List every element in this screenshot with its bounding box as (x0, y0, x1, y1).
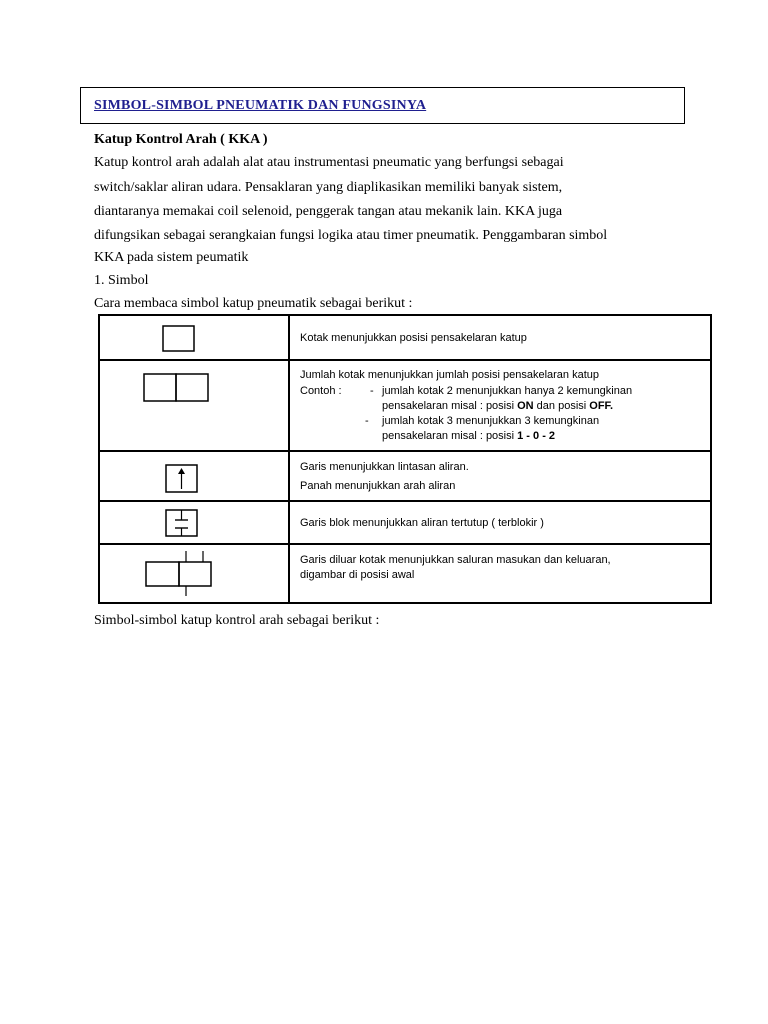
description-text: Panah menunjukkan arah aliran (300, 480, 456, 492)
symbol-cell (100, 316, 290, 359)
description-text: Jumlah kotak menunjukkan jumlah posisi pensakelaran katup (300, 369, 600, 381)
description-text: Garis blok menunjukkan aliran tertutup ( terblokir ) (300, 517, 544, 529)
paragraph-line: difungsikan sebagai serangkaian fungsi logika atau timer pneumatik. Penggambaran simbol (94, 228, 608, 243)
description-cell (290, 361, 710, 450)
symbol-cell (100, 502, 290, 543)
example-text: pensakelaran misal : posisi 1 - 0 - 2 (382, 430, 556, 442)
symbol-cell (100, 545, 290, 602)
example-text: jumlah kotak 3 menunjukkan 3 kemungkinan (382, 415, 600, 427)
description-cell (290, 502, 710, 543)
description-text: Garis diluar kotak menunjukkan saluran masukan dan keluaran, (300, 554, 611, 566)
symbol-table (98, 314, 712, 604)
description-cell (290, 316, 710, 359)
symbol-cell (100, 452, 290, 500)
intro-text: Cara membaca simbol katup pneumatik sebagai berikut : (94, 296, 413, 311)
table-row (100, 502, 710, 545)
single-box-symbol-icon (100, 316, 288, 359)
example-label: Contoh : (300, 385, 342, 397)
description-text: Kotak menunjukkan posisi pensakelaran katup (300, 332, 527, 344)
table-row (100, 452, 710, 502)
page-title: SIMBOL-SIMBOL PNEUMATIK DAN FUNGSINYA (94, 98, 427, 113)
table-row (100, 316, 710, 361)
section-heading: Katup Kontrol Arah ( KKA ) (94, 132, 268, 147)
two-box-symbol-icon (100, 361, 288, 450)
table-row (100, 545, 710, 602)
description-text: digambar di posisi awal (300, 569, 415, 581)
example-text: jumlah kotak 2 menunjukkan hanya 2 kemungkinan (382, 385, 633, 397)
symbol-cell (100, 361, 290, 450)
footer-text: Simbol-simbol katup kontrol arah sebagai berikut : (94, 613, 380, 628)
example-text: pensakelaran misal : posisi ON dan posisi OFF. (382, 400, 614, 412)
list-dash: - (365, 415, 369, 427)
paragraph-line: diantaranya memakai coil selenoid, penggerak tangan atau mekanik lain. KKA juga (94, 204, 563, 219)
paragraph-line: switch/saklar aliran udara. Pensaklaran yang diaplikasikan memiliki banyak sistem, (94, 180, 563, 195)
port-lines-symbol-icon (100, 545, 288, 600)
blocked-flow-symbol-icon (100, 502, 288, 543)
flow-arrow-symbol-icon (100, 452, 288, 500)
paragraph-line: Katup kontrol arah adalah alat atau instrumentasi pneumatic yang berfungsi sebagai (94, 155, 564, 170)
description-cell (290, 452, 710, 500)
paragraph-line: KKA pada sistem peumatik (94, 250, 249, 265)
description-text: Garis menunjukkan lintasan aliran. (300, 461, 469, 473)
list-dash: - (370, 385, 374, 397)
section-label: 1. Simbol (94, 273, 149, 288)
title-box (80, 87, 685, 124)
table-row (100, 361, 710, 452)
description-cell (290, 545, 710, 602)
